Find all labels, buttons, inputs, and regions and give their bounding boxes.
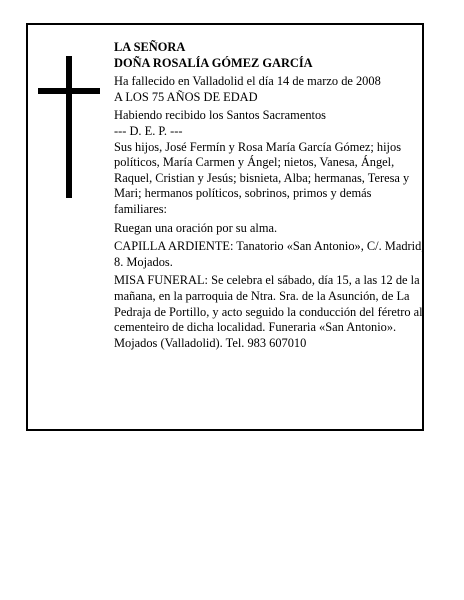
death-line: Ha fallecido en Valladolid el día 14 de marzo de 2008 [114, 74, 381, 89]
deceased-name: DOÑA ROSALÍA GÓMEZ GARCÍA [114, 55, 313, 70]
funeral-paragraph: MISA FUNERAL: Se celebra el sábado, día 15, a las 12 de la mañana, en la parroquia de Ntra. Sra. de la Asunción, de La Pedraja de Portillo, y acto seguido la conducción del féretro al cementeiro de dicha localidad. Funeraria «San Antonio». Mojados (Valladolid). Tel. 983 607010 [114, 273, 423, 350]
cross-vertical-bar [66, 56, 72, 198]
sacraments-line: Habiendo recibido los Santos Sacramentos [114, 108, 326, 123]
cross-icon [38, 56, 100, 198]
obituary-notice [26, 23, 424, 431]
age-line: A LOS 75 AÑOS DE EDAD [114, 89, 258, 104]
family-paragraph: Sus hijos, José Fermín y Rosa María García Gómez; hijos políticos, María Carmen y Ángel; nietos, Vanesa, Ángel, Raquel, Cristian y Jesús; bisnieta, Alba; hermanas, Teresa y Mari; hermanos políticos, sobrinos, primos y demás familiares: [114, 139, 410, 216]
rip-line: --- D. E. P. --- [114, 123, 183, 138]
chapel-paragraph: CAPILLA ARDIENTE: Tanatorio «San Antonio», C/. Madrid, 8. Mojados. [114, 239, 425, 269]
notice-text [114, 40, 426, 351]
prayer-line: Ruegan una oración por su alma. [114, 220, 278, 235]
cross-horizontal-bar [38, 88, 100, 94]
title-line-1: LA SEÑORA [114, 40, 186, 54]
